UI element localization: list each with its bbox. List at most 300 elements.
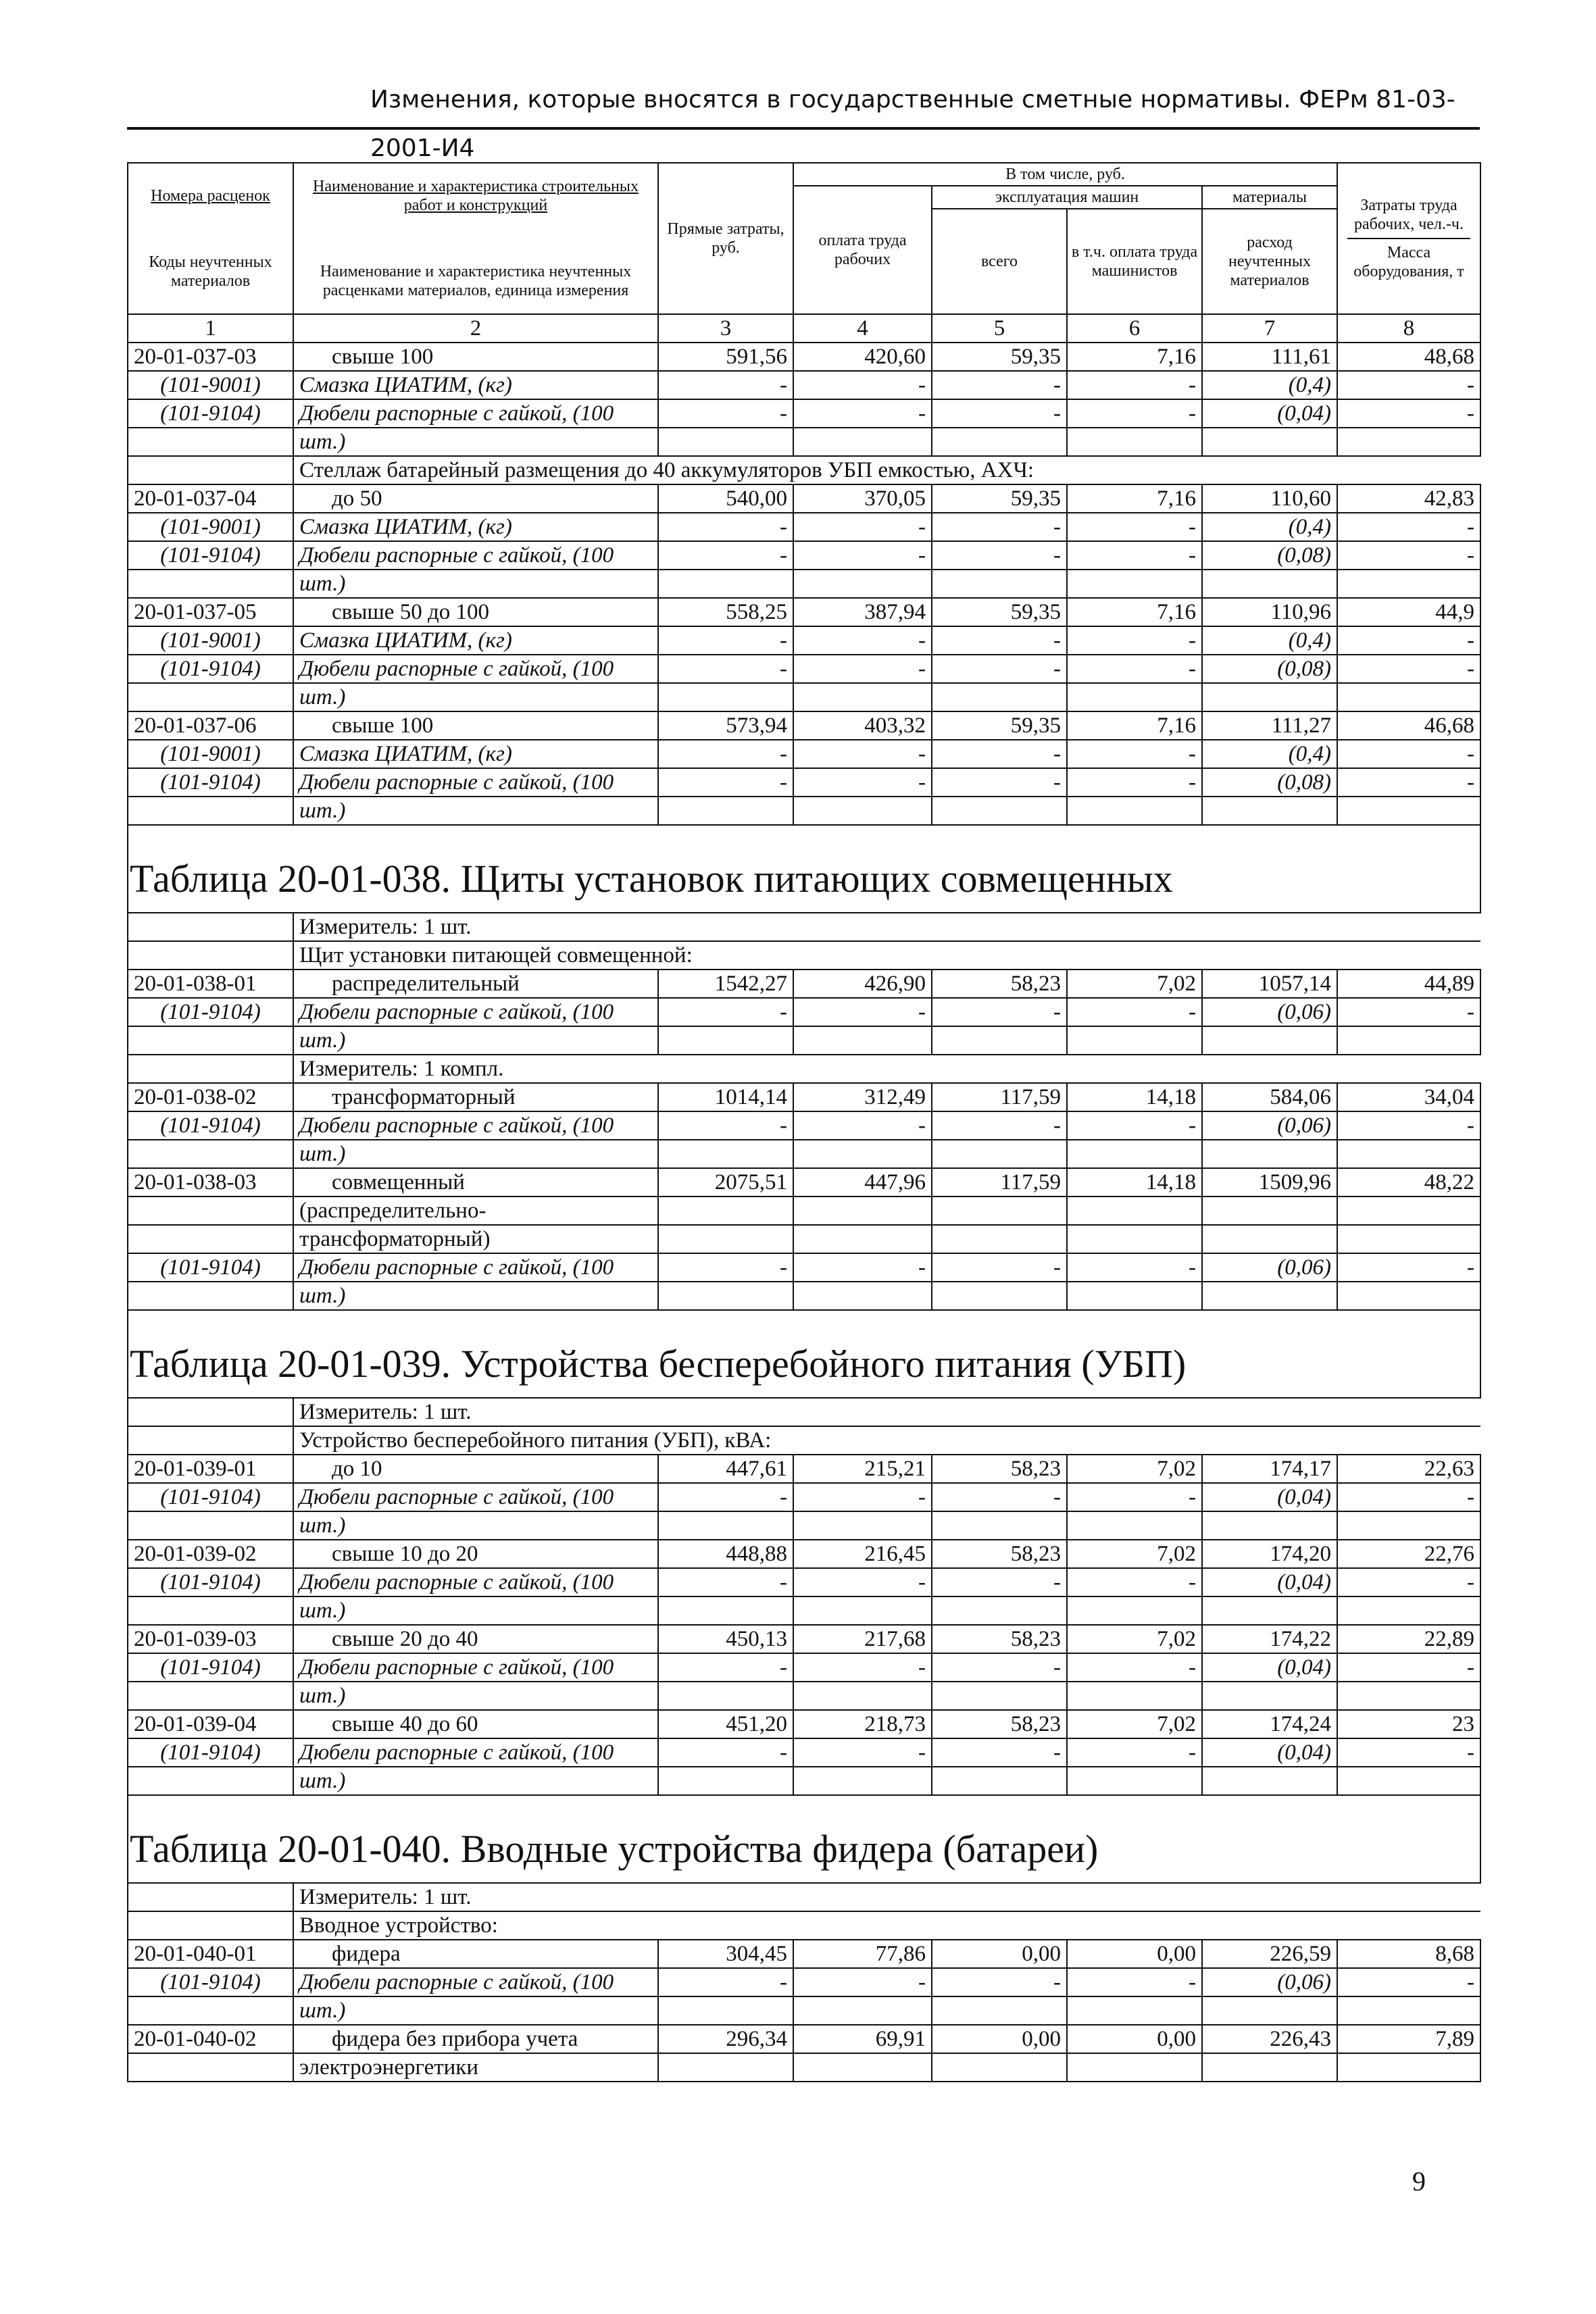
value-cell: -: [1337, 1483, 1480, 1511]
work-name: до 50: [293, 484, 658, 513]
material-code: (101-9104): [128, 1111, 293, 1140]
measure-unit: Измеритель: 1 шт.: [293, 1883, 1480, 1911]
empty-cell: [1067, 683, 1202, 711]
col-header-worker-pay: оплата труда рабочих: [793, 186, 932, 314]
value-cell: -: [932, 740, 1067, 768]
table-title: Таблица 20-01-038. Щиты установок питающих совмещенных: [128, 825, 1480, 913]
material-row: [128, 1253, 1480, 1282]
rate-row: [128, 343, 1480, 371]
value-cell: -: [658, 513, 793, 541]
name-continuation-row: [128, 1682, 1480, 1710]
empty-cell: [128, 683, 293, 711]
name-continuation: шт.): [293, 797, 658, 825]
value-cell: -: [932, 399, 1067, 428]
material-name: Смазка ЦИАТИМ, (кг): [293, 513, 658, 541]
value-cell: 0,00: [932, 2025, 1067, 2053]
rate-code: 20-01-038-01: [128, 970, 293, 998]
name-continuation-row: [128, 570, 1480, 598]
value-cell: (0,4): [1202, 626, 1337, 655]
value-cell: -: [658, 1483, 793, 1511]
rate-row: [128, 1083, 1480, 1111]
col-header-direct-costs: Прямые затраты, руб.: [658, 163, 793, 314]
value-cell: 14,18: [1067, 1083, 1202, 1111]
measure-unit: Измеритель: 1 компл.: [293, 1055, 1480, 1083]
empty-cell: [1337, 1026, 1480, 1055]
value-cell: -: [1337, 768, 1480, 797]
empty-cell: [1202, 1282, 1337, 1310]
value-cell: -: [1067, 1653, 1202, 1682]
rate-code: 20-01-038-02: [128, 1083, 293, 1111]
material-row: [128, 1483, 1480, 1511]
value-cell: (0,08): [1202, 655, 1337, 683]
material-name: Дюбели распорные с гайкой, (100: [293, 399, 658, 428]
value-cell: 420,60: [793, 343, 932, 371]
work-name: свыше 40 до 60: [293, 1710, 658, 1738]
material-name: Смазка ЦИАТИМ, (кг): [293, 740, 658, 768]
value-cell: -: [793, 371, 932, 399]
empty-cell: [658, 1197, 793, 1225]
empty-cell: [128, 941, 293, 970]
empty-cell: [793, 683, 932, 711]
value-cell: 44,89: [1337, 970, 1480, 998]
value-cell: -: [658, 399, 793, 428]
value-cell: 573,94: [658, 711, 793, 740]
value-cell: (0,04): [1202, 1738, 1337, 1767]
empty-cell: [1202, 683, 1337, 711]
value-cell: (0,04): [1202, 1653, 1337, 1682]
empty-cell: [793, 1225, 932, 1253]
empty-cell: [128, 1767, 293, 1795]
name-continuation: шт.): [293, 428, 658, 456]
value-cell: -: [1067, 1253, 1202, 1282]
name-continuation-row: [128, 1596, 1480, 1625]
value-cell: 174,24: [1202, 1710, 1337, 1738]
empty-cell: [658, 1282, 793, 1310]
value-cell: -: [1337, 513, 1480, 541]
empty-cell: [932, 1197, 1067, 1225]
value-cell: 22,63: [1337, 1455, 1480, 1483]
name-continuation-row: [128, 2053, 1480, 2082]
empty-cell: [658, 1596, 793, 1625]
rate-code: 20-01-039-02: [128, 1540, 293, 1568]
empty-cell: [793, 1282, 932, 1310]
value-cell: 110,60: [1202, 484, 1337, 513]
value-cell: -: [793, 1253, 932, 1282]
work-name: трансформаторный: [293, 1083, 658, 1111]
value-cell: -: [1067, 1738, 1202, 1767]
material-code: (101-9104): [128, 1253, 293, 1282]
value-cell: 1542,27: [658, 970, 793, 998]
empty-cell: [658, 570, 793, 598]
rate-code: 20-01-039-03: [128, 1625, 293, 1653]
empty-cell: [793, 570, 932, 598]
value-cell: -: [1067, 1483, 1202, 1511]
value-cell: -: [658, 1568, 793, 1596]
value-cell: -: [793, 399, 932, 428]
value-cell: 296,34: [658, 2025, 793, 2053]
name-continuation: трансформаторный): [293, 1225, 658, 1253]
value-cell: 110,96: [1202, 598, 1337, 626]
measure-unit-row: [128, 1055, 1480, 1083]
empty-cell: [658, 1225, 793, 1253]
table-title-row: [128, 1310, 1480, 1398]
name-continuation: шт.): [293, 1767, 658, 1795]
empty-cell: [128, 1911, 293, 1940]
name-continuation-row: [128, 1140, 1480, 1168]
rate-row: [128, 2025, 1480, 2053]
table-title-row: [128, 825, 1480, 913]
name-continuation: шт.): [293, 1996, 658, 2025]
rate-row: [128, 598, 1480, 626]
name-continuation-row: [128, 683, 1480, 711]
empty-cell: [1202, 1767, 1337, 1795]
value-cell: -: [932, 1111, 1067, 1140]
value-cell: -: [793, 740, 932, 768]
empty-cell: [1202, 1225, 1337, 1253]
value-cell: (0,06): [1202, 1968, 1337, 1996]
rate-row: [128, 1455, 1480, 1483]
empty-cell: [932, 683, 1067, 711]
group-heading-row: [128, 1911, 1480, 1940]
empty-cell: [1067, 1767, 1202, 1795]
empty-cell: [932, 1282, 1067, 1310]
empty-cell: [793, 1511, 932, 1540]
value-cell: 584,06: [1202, 1083, 1337, 1111]
value-cell: -: [793, 1111, 932, 1140]
work-name: свыше 20 до 40: [293, 1625, 658, 1653]
value-cell: 174,20: [1202, 1540, 1337, 1568]
rate-row: [128, 1540, 1480, 1568]
value-cell: 403,32: [793, 711, 932, 740]
column-numbers-row: [128, 314, 1480, 343]
empty-cell: [128, 1140, 293, 1168]
material-name: Дюбели распорные с гайкой, (100: [293, 655, 658, 683]
value-cell: (0,08): [1202, 768, 1337, 797]
rate-code: 20-01-037-06: [128, 711, 293, 740]
empty-cell: [128, 1197, 293, 1225]
value-cell: 215,21: [793, 1455, 932, 1483]
value-cell: -: [1067, 1111, 1202, 1140]
value-cell: 22,89: [1337, 1625, 1480, 1653]
value-cell: 2075,51: [658, 1168, 793, 1197]
material-code: (101-9104): [128, 768, 293, 797]
empty-cell: [1067, 1511, 1202, 1540]
value-cell: 46,68: [1337, 711, 1480, 740]
value-cell: 174,17: [1202, 1455, 1337, 1483]
work-name: фидера без прибора учета: [293, 2025, 658, 2053]
empty-cell: [128, 1282, 293, 1310]
material-row: [128, 655, 1480, 683]
value-cell: -: [1337, 1738, 1480, 1767]
rate-code: 20-01-037-03: [128, 343, 293, 371]
value-cell: 312,49: [793, 1083, 932, 1111]
empty-cell: [128, 1426, 293, 1455]
value-cell: -: [658, 1968, 793, 1996]
group-heading-row: [128, 941, 1480, 970]
empty-cell: [793, 797, 932, 825]
value-cell: -: [793, 1483, 932, 1511]
value-cell: 426,90: [793, 970, 932, 998]
value-cell: 370,05: [793, 484, 932, 513]
material-row: [128, 1653, 1480, 1682]
name-continuation-row: [128, 1996, 1480, 2025]
value-cell: -: [1067, 998, 1202, 1026]
value-cell: 77,86: [793, 1940, 932, 1968]
name-continuation-row: [128, 1225, 1480, 1253]
empty-cell: [1202, 1511, 1337, 1540]
page-number: 9: [1412, 2166, 1426, 2196]
measure-unit-row: [128, 1883, 1480, 1911]
group-heading-row: [128, 1426, 1480, 1455]
rate-row: [128, 711, 1480, 740]
value-cell: -: [1067, 768, 1202, 797]
empty-cell: [128, 428, 293, 456]
col-header-machinist-pay: в т.ч. оплата труда машинистов: [1067, 209, 1202, 314]
empty-cell: [128, 1225, 293, 1253]
value-cell: 111,61: [1202, 343, 1337, 371]
value-cell: -: [658, 541, 793, 570]
group-heading: Стеллаж батарейный размещения до 40 аккумуляторов УБП емкостью, АХЧ:: [293, 456, 1480, 484]
material-code: (101-9104): [128, 998, 293, 1026]
value-cell: (0,04): [1202, 1568, 1337, 1596]
measure-unit: Измеритель: 1 шт.: [293, 1398, 1480, 1426]
empty-cell: [658, 797, 793, 825]
material-name: Дюбели распорные с гайкой, (100: [293, 768, 658, 797]
value-cell: -: [658, 998, 793, 1026]
value-cell: -: [1337, 1653, 1480, 1682]
work-name: свыше 100: [293, 343, 658, 371]
empty-cell: [658, 1767, 793, 1795]
material-row: [128, 371, 1480, 399]
material-code: (101-9001): [128, 626, 293, 655]
column-number: 4: [793, 314, 932, 343]
rate-row: [128, 484, 1480, 513]
value-cell: -: [1337, 399, 1480, 428]
empty-cell: [1067, 1140, 1202, 1168]
value-cell: -: [1337, 1968, 1480, 1996]
material-name: Дюбели распорные с гайкой, (100: [293, 998, 658, 1026]
value-cell: 0,00: [1067, 1940, 1202, 1968]
value-cell: 226,43: [1202, 2025, 1337, 2053]
column-number: 1: [128, 314, 293, 343]
group-heading: Вводное устройство:: [293, 1911, 1480, 1940]
value-cell: 14,18: [1067, 1168, 1202, 1197]
value-cell: 7,16: [1067, 598, 1202, 626]
name-continuation: шт.): [293, 1282, 658, 1310]
empty-cell: [1067, 428, 1202, 456]
value-cell: -: [1337, 740, 1480, 768]
empty-cell: [1067, 1026, 1202, 1055]
empty-cell: [658, 683, 793, 711]
column-number: 3: [658, 314, 793, 343]
empty-cell: [1067, 1225, 1202, 1253]
material-name: Дюбели распорные с гайкой, (100: [293, 541, 658, 570]
value-cell: -: [793, 1968, 932, 1996]
value-cell: -: [1337, 541, 1480, 570]
name-continuation-row: [128, 1197, 1480, 1225]
material-row: [128, 740, 1480, 768]
value-cell: 1509,96: [1202, 1168, 1337, 1197]
material-code: (101-9001): [128, 371, 293, 399]
empty-cell: [1202, 1026, 1337, 1055]
value-cell: 0,00: [932, 1940, 1067, 1968]
value-cell: -: [1337, 371, 1480, 399]
column-number: 8: [1337, 314, 1480, 343]
name-continuation-row: [128, 1282, 1480, 1310]
value-cell: -: [932, 513, 1067, 541]
value-cell: (0,4): [1202, 740, 1337, 768]
empty-cell: [128, 2053, 293, 2082]
empty-cell: [793, 1767, 932, 1795]
col-header-work-name: Наименование и характеристика строительных работ и конструкций: [313, 178, 639, 214]
name-continuation: шт.): [293, 570, 658, 598]
material-code: (101-9104): [128, 1568, 293, 1596]
empty-cell: [932, 428, 1067, 456]
value-cell: -: [932, 655, 1067, 683]
value-cell: (0,08): [1202, 541, 1337, 570]
work-name: совмещенный: [293, 1168, 658, 1197]
value-cell: -: [1337, 1568, 1480, 1596]
col-header-machines-total: всего: [932, 209, 1067, 314]
material-row: [128, 399, 1480, 428]
value-cell: -: [1337, 1253, 1480, 1282]
col-header-codes: [128, 163, 293, 314]
measure-unit-row: [128, 913, 1480, 941]
value-cell: 48,22: [1337, 1168, 1480, 1197]
value-cell: -: [932, 1653, 1067, 1682]
value-cell: 591,56: [658, 343, 793, 371]
table-title: Таблица 20-01-040. Вводные устройства фидера (батареи): [128, 1795, 1480, 1883]
work-name: свыше 100: [293, 711, 658, 740]
rate-code: 20-01-038-03: [128, 1168, 293, 1197]
empty-cell: [658, 1996, 793, 2025]
material-name: Дюбели распорные с гайкой, (100: [293, 1738, 658, 1767]
material-row: [128, 1568, 1480, 1596]
empty-cell: [793, 1596, 932, 1625]
empty-cell: [793, 428, 932, 456]
value-cell: 58,23: [932, 1540, 1067, 1568]
empty-cell: [1337, 797, 1480, 825]
empty-cell: [128, 1026, 293, 1055]
name-continuation: шт.): [293, 1026, 658, 1055]
value-cell: 451,20: [658, 1710, 793, 1738]
empty-cell: [793, 1682, 932, 1710]
name-continuation: (распределительно-: [293, 1197, 658, 1225]
empty-cell: [1067, 570, 1202, 598]
value-cell: -: [1067, 371, 1202, 399]
value-cell: -: [932, 1968, 1067, 1996]
material-code: (101-9104): [128, 399, 293, 428]
empty-cell: [1337, 1511, 1480, 1540]
work-name: свыше 50 до 100: [293, 598, 658, 626]
material-name: Дюбели распорные с гайкой, (100: [293, 1253, 658, 1282]
value-cell: -: [932, 541, 1067, 570]
material-code: (101-9104): [128, 541, 293, 570]
name-continuation: шт.): [293, 1682, 658, 1710]
name-continuation: электроэнергетики: [293, 2053, 658, 2082]
empty-cell: [128, 913, 293, 941]
value-cell: 59,35: [932, 711, 1067, 740]
empty-cell: [1067, 1282, 1202, 1310]
empty-cell: [932, 797, 1067, 825]
empty-cell: [1202, 1596, 1337, 1625]
value-cell: 1014,14: [658, 1083, 793, 1111]
value-cell: -: [793, 655, 932, 683]
value-cell: 7,16: [1067, 484, 1202, 513]
rate-code: 20-01-039-04: [128, 1710, 293, 1738]
value-cell: 7,02: [1067, 1710, 1202, 1738]
material-row: [128, 513, 1480, 541]
col-header-rate-numbers: Номера расценок: [151, 187, 270, 205]
value-cell: 7,16: [1067, 711, 1202, 740]
empty-cell: [1337, 428, 1480, 456]
value-cell: 558,25: [658, 598, 793, 626]
empty-cell: [1337, 1282, 1480, 1310]
empty-cell: [658, 2053, 793, 2082]
empty-cell: [1337, 570, 1480, 598]
value-cell: 217,68: [793, 1625, 932, 1653]
group-heading: Щит установки питающей совмещенной:: [293, 941, 1480, 970]
value-cell: -: [658, 768, 793, 797]
empty-cell: [932, 1026, 1067, 1055]
empty-cell: [128, 1883, 293, 1911]
value-cell: 7,89: [1337, 2025, 1480, 2053]
value-cell: -: [932, 1253, 1067, 1282]
col-header-material-usage: расход неучтенных материалов: [1202, 209, 1337, 314]
empty-cell: [1337, 1596, 1480, 1625]
empty-cell: [1202, 1682, 1337, 1710]
value-cell: -: [793, 1653, 932, 1682]
column-number: 2: [293, 314, 658, 343]
material-name: Дюбели распорные с гайкой, (100: [293, 1111, 658, 1140]
name-continuation-row: [128, 797, 1480, 825]
empty-cell: [1067, 1996, 1202, 2025]
value-cell: -: [793, 626, 932, 655]
value-cell: 58,23: [932, 970, 1067, 998]
value-cell: -: [658, 655, 793, 683]
work-name: до 10: [293, 1455, 658, 1483]
empty-cell: [1337, 1996, 1480, 2025]
value-cell: (0,06): [1202, 1111, 1337, 1140]
value-cell: 450,13: [658, 1625, 793, 1653]
col-header-labor: [1337, 163, 1480, 314]
value-cell: -: [932, 1483, 1067, 1511]
material-code: (101-9104): [128, 1968, 293, 1996]
value-cell: -: [1337, 655, 1480, 683]
empty-cell: [1202, 797, 1337, 825]
work-name: свыше 10 до 20: [293, 1540, 658, 1568]
value-cell: 58,23: [932, 1625, 1067, 1653]
value-cell: 59,35: [932, 343, 1067, 371]
rate-code: 20-01-039-01: [128, 1455, 293, 1483]
col-header-materials: материалы: [1202, 186, 1337, 209]
name-continuation-row: [128, 1511, 1480, 1540]
value-cell: 448,88: [658, 1540, 793, 1568]
group-heading: Устройство бесперебойного питания (УБП), кВА:: [293, 1426, 1480, 1455]
work-name: распределительный: [293, 970, 658, 998]
value-cell: 22,76: [1337, 1540, 1480, 1568]
value-cell: -: [1067, 513, 1202, 541]
value-cell: -: [1337, 626, 1480, 655]
rates-table: [127, 162, 1481, 2082]
empty-cell: [1067, 1682, 1202, 1710]
value-cell: -: [932, 768, 1067, 797]
material-code: (101-9104): [128, 1483, 293, 1511]
value-cell: -: [932, 998, 1067, 1026]
col-header-equipment-mass: Масса оборудования, т: [1353, 244, 1464, 280]
empty-cell: [793, 1197, 932, 1225]
col-header-names: [293, 163, 658, 314]
